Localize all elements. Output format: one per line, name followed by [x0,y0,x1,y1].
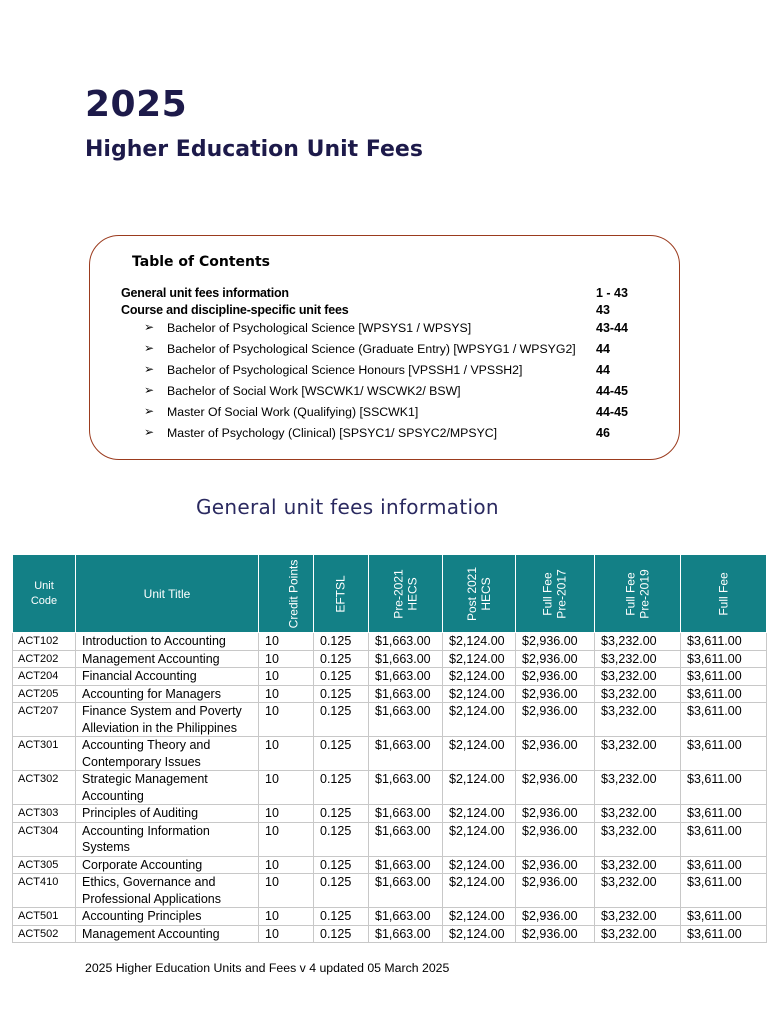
header-unit-title-label: Unit Title [143,586,191,601]
unit-code-cell: ACT302 [13,771,76,805]
full-fee-cell: $3,611.00 [681,650,767,668]
credit-points-cell: 10 [259,703,314,737]
full-fee-pre-2019-cell: $3,232.00 [595,668,681,686]
unit-title-cell: Management Accounting [76,650,259,668]
eftsl-cell: 0.125 [314,805,369,823]
full-fee-pre-2017-cell: $2,936.00 [516,703,595,737]
full-fee-pre-2017-cell: $2,936.00 [516,737,595,771]
full-fee-pre-2017-cell: $2,936.00 [516,805,595,823]
full-fee-pre-2019-cell: $3,232.00 [595,737,681,771]
full-fee-cell: $3,611.00 [681,685,767,703]
full-fee-pre-2017-cell: $2,936.00 [516,685,595,703]
pre-2021-hecs-cell: $1,663.00 [369,925,443,943]
toc-item-label: Master Of Social Work (Qualifying) [SSCWK1] [167,405,419,419]
unit-title-cell: Accounting for Managers [76,685,259,703]
unit-fees-table [12,554,767,943]
credit-points-cell: 10 [259,633,314,651]
unit-code-cell: ACT207 [13,703,76,737]
header-post-2021-hecs [443,555,516,633]
full-fee-pre-2019-cell: $3,232.00 [595,650,681,668]
full-fee-cell: $3,611.00 [681,874,767,908]
credit-points-cell: 10 [259,908,314,926]
eftsl-cell: 0.125 [314,856,369,874]
header-ff2017-line2: Pre-2017 [555,568,569,619]
eftsl-cell: 0.125 [314,737,369,771]
credit-points-cell: 10 [259,650,314,668]
full-fee-cell: $3,611.00 [681,737,767,771]
full-fee-pre-2017-cell: $2,936.00 [516,668,595,686]
pre-2021-hecs-cell: $1,663.00 [369,668,443,686]
eftsl-cell: 0.125 [314,874,369,908]
unit-code-cell: ACT202 [13,650,76,668]
full-fee-cell: $3,611.00 [681,771,767,805]
pre-2021-hecs-cell: $1,663.00 [369,908,443,926]
table-row [13,822,767,856]
unit-code-cell: ACT205 [13,685,76,703]
full-fee-cell: $3,611.00 [681,633,767,651]
toc-item [121,384,641,402]
table-row [13,737,767,771]
post-2021-hecs-cell: $2,124.00 [443,822,516,856]
post-2021-hecs-cell: $2,124.00 [443,856,516,874]
table-of-contents-box [89,235,680,460]
header-full-fee [681,555,767,633]
unit-title-cell: Accounting Theory and Contemporary Issues [76,737,259,771]
full-fee-pre-2017-cell: $2,936.00 [516,822,595,856]
eftsl-cell: 0.125 [314,703,369,737]
full-fee-cell: $3,611.00 [681,805,767,823]
unit-code-cell: ACT204 [13,668,76,686]
pre-2021-hecs-cell: $1,663.00 [369,685,443,703]
eftsl-cell: 0.125 [314,771,369,805]
credit-points-cell: 10 [259,856,314,874]
table-row [13,633,767,651]
table-header-row [13,555,767,633]
toc-item [121,363,641,381]
full-fee-pre-2017-cell: $2,936.00 [516,925,595,943]
eftsl-cell: 0.125 [314,668,369,686]
post-2021-hecs-cell: $2,124.00 [443,771,516,805]
unit-title-cell: Strategic Management Accounting [76,771,259,805]
credit-points-cell: 10 [259,685,314,703]
full-fee-cell: $3,611.00 [681,668,767,686]
toc-item [121,405,641,423]
table-row [13,685,767,703]
unit-title-cell: Finance System and Poverty Alleviation in the Philippines [76,703,259,737]
toc-item-pages: 46 [596,426,610,440]
post-2021-hecs-cell: $2,124.00 [443,805,516,823]
full-fee-pre-2017-cell: $2,936.00 [516,856,595,874]
eftsl-cell: 0.125 [314,822,369,856]
pre-2021-hecs-cell: $1,663.00 [369,771,443,805]
header-post-2021-line2: HECS [478,576,493,611]
full-fee-cell: $3,611.00 [681,908,767,926]
arrow-bullet-icon: ➢ [144,383,155,397]
header-pre-2021-hecs [369,555,443,633]
pre-2021-hecs-cell: $1,663.00 [369,703,443,737]
header-full-fee-label: Full Fee [716,571,731,616]
eftsl-cell: 0.125 [314,650,369,668]
header-eftsl-label: EFTSL [334,574,348,613]
header-pre-2021-line2: HECS [405,576,420,611]
unit-title-cell: Management Accounting [76,925,259,943]
pre-2021-hecs-cell: $1,663.00 [369,856,443,874]
toc-item-label: Course and discipline-specific unit fees [121,303,349,317]
unit-title-cell: Financial Accounting [76,668,259,686]
full-fee-pre-2017-cell: $2,936.00 [516,771,595,805]
post-2021-hecs-cell: $2,124.00 [443,908,516,926]
header-full-fee-pre-2017-label [541,569,569,618]
full-fee-cell: $3,611.00 [681,822,767,856]
pre-2021-hecs-cell: $1,663.00 [369,633,443,651]
full-fee-pre-2019-cell: $3,232.00 [595,771,681,805]
header-pre-2021-line1: Pre-2021 [391,568,406,619]
header-unit-code [13,555,76,633]
full-fee-pre-2019-cell: $3,232.00 [595,822,681,856]
post-2021-hecs-cell: $2,124.00 [443,925,516,943]
full-fee-pre-2019-cell: $3,232.00 [595,805,681,823]
full-fee-pre-2019-cell: $3,232.00 [595,856,681,874]
full-fee-pre-2019-cell: $3,232.00 [595,908,681,926]
header-unit-code-label: Unit Code [30,579,58,607]
header-ff2019-line1: Full Fee [623,571,638,616]
arrow-bullet-icon: ➢ [144,341,155,355]
full-fee-pre-2017-cell: $2,936.00 [516,908,595,926]
unit-code-cell: ACT410 [13,874,76,908]
credit-points-cell: 10 [259,822,314,856]
full-fee-pre-2019-cell: $3,232.00 [595,874,681,908]
post-2021-hecs-cell: $2,124.00 [443,703,516,737]
unit-title-cell: Accounting Principles [76,908,259,926]
full-fee-pre-2017-cell: $2,936.00 [516,633,595,651]
arrow-bullet-icon: ➢ [144,425,155,439]
header-credit-points [259,555,314,633]
unit-title-cell: Corporate Accounting [76,856,259,874]
toc-item [121,321,641,339]
credit-points-cell: 10 [259,668,314,686]
unit-code-cell: ACT501 [13,908,76,926]
table-row [13,925,767,943]
table-row [13,771,767,805]
header-credit-points-label: Credit Points [286,559,301,628]
full-fee-pre-2019-cell: $3,232.00 [595,925,681,943]
post-2021-hecs-cell: $2,124.00 [443,668,516,686]
header-ff2019-line2: Pre-2019 [637,568,652,619]
unit-title-cell: Introduction to Accounting [76,633,259,651]
unit-code-cell: ACT301 [13,737,76,771]
unit-code-cell: ACT502 [13,925,76,943]
toc-item-pages: 44 [596,342,610,356]
eftsl-cell: 0.125 [314,685,369,703]
eftsl-cell: 0.125 [314,633,369,651]
header-full-fee-pre-2017 [516,555,595,633]
credit-points-cell: 10 [259,805,314,823]
footer-version-note: 2025 Higher Education Units and Fees v 4 updated 05 March 2025 [85,961,450,975]
full-fee-pre-2019-cell: $3,232.00 [595,685,681,703]
full-fee-pre-2019-cell: $3,232.00 [595,633,681,651]
toc-item-pages: 43 [596,303,610,317]
unit-title-cell: Ethics, Governance and Professional Applications [76,874,259,908]
header-full-fee-pre-2019-label [624,569,652,618]
post-2021-hecs-cell: $2,124.00 [443,874,516,908]
toc-item-pages: 44 [596,363,610,377]
table-row [13,805,767,823]
full-fee-cell: $3,611.00 [681,856,767,874]
toc-item-pages: 43-44 [596,321,628,335]
full-fee-pre-2019-cell: $3,232.00 [595,703,681,737]
toc-item-label: General unit fees information [121,286,289,300]
toc-item-label: Bachelor of Social Work [WSCWK1/ WSCWK2/ BSW] [167,384,461,398]
table-row [13,668,767,686]
toc-item-pages: 44-45 [596,405,628,419]
table-row [13,856,767,874]
header-eftsl [314,555,369,633]
toc-item-label: Bachelor of Psychological Science (Graduate Entry) [WPSYG1 / WPSYG2] [167,342,576,356]
unit-title-cell: Principles of Auditing [76,805,259,823]
header-unit-title [76,555,259,633]
header-ff2017-line1: Full Fee [541,571,555,616]
post-2021-hecs-cell: $2,124.00 [443,737,516,771]
table-row [13,703,767,737]
toc-item-pages: 1 - 43 [596,286,628,300]
toc-item-pages: 44-45 [596,384,628,398]
toc-item-label: Bachelor of Psychological Science [WPSYS1 / WPSYS] [167,321,472,335]
credit-points-cell: 10 [259,874,314,908]
toc-item [121,342,641,360]
document-year: 2025 [85,84,188,125]
toc-item [121,303,641,321]
header-pre-2021-hecs-label [392,569,420,618]
toc-heading: Table of Contents [132,254,271,270]
unit-code-cell: ACT102 [13,633,76,651]
unit-code-cell: ACT303 [13,805,76,823]
toc-item-label: Master of Psychology (Clinical) [SPSYC1/ SPSYC2/MPSYC] [167,426,498,440]
post-2021-hecs-cell: $2,124.00 [443,633,516,651]
post-2021-hecs-cell: $2,124.00 [443,650,516,668]
pre-2021-hecs-cell: $1,663.00 [369,805,443,823]
toc-item-label: Bachelor of Psychological Science Honours [VPSSH1 / VPSSH2] [167,363,523,377]
unit-title-cell: Accounting Information Systems [76,822,259,856]
header-full-fee-pre-2019 [595,555,681,633]
credit-points-cell: 10 [259,925,314,943]
table-row [13,874,767,908]
unit-code-cell: ACT304 [13,822,76,856]
toc-item [121,286,641,304]
credit-points-cell: 10 [259,771,314,805]
header-post-2021-line1: Post 2021 [464,566,479,621]
full-fee-pre-2017-cell: $2,936.00 [516,650,595,668]
unit-code-cell: ACT305 [13,856,76,874]
toc-item [121,426,641,444]
full-fee-cell: $3,611.00 [681,925,767,943]
document-title: Higher Education Unit Fees [85,137,423,162]
arrow-bullet-icon: ➢ [144,320,155,334]
full-fee-pre-2017-cell: $2,936.00 [516,874,595,908]
arrow-bullet-icon: ➢ [144,362,155,376]
eftsl-cell: 0.125 [314,908,369,926]
pre-2021-hecs-cell: $1,663.00 [369,737,443,771]
arrow-bullet-icon: ➢ [144,404,155,418]
pre-2021-hecs-cell: $1,663.00 [369,822,443,856]
full-fee-cell: $3,611.00 [681,703,767,737]
header-post-2021-hecs-label [465,566,493,620]
credit-points-cell: 10 [259,737,314,771]
eftsl-cell: 0.125 [314,925,369,943]
table-row [13,650,767,668]
pre-2021-hecs-cell: $1,663.00 [369,874,443,908]
section-title: General unit fees information [196,495,499,519]
post-2021-hecs-cell: $2,124.00 [443,685,516,703]
table-row [13,908,767,926]
pre-2021-hecs-cell: $1,663.00 [369,650,443,668]
